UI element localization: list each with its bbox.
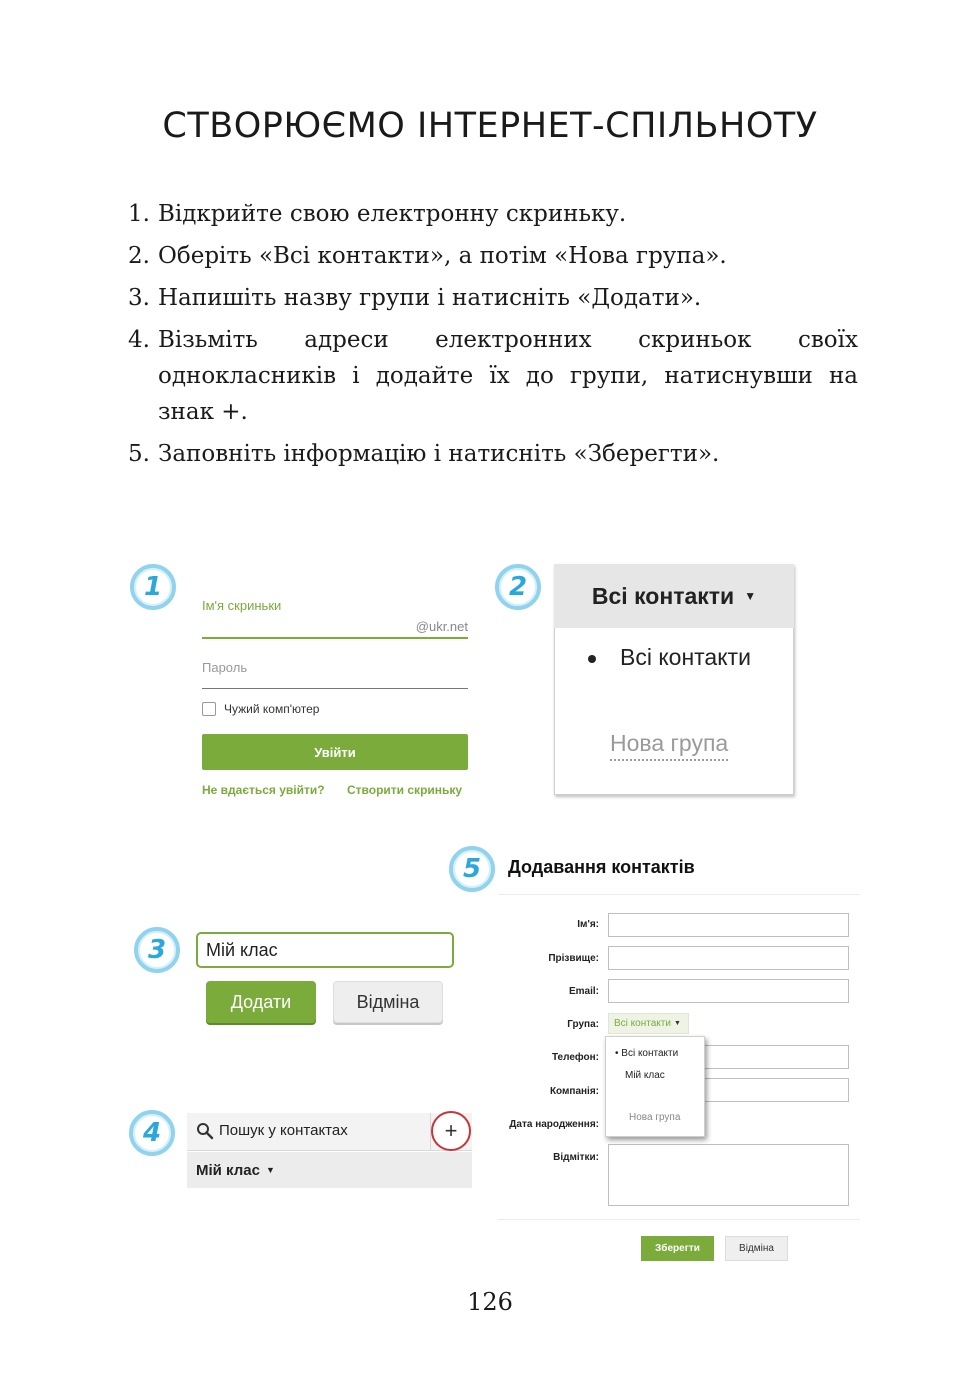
- group-option-new-group[interactable]: Нова група: [629, 1112, 681, 1123]
- cancel-button[interactable]: Відміна: [333, 981, 443, 1023]
- steps-list: [128, 196, 858, 478]
- phone-label: Телефон:: [551, 1052, 599, 1063]
- step-4: 4. Візьміть адреси електронних скриньок своїх однокласників і додайте їх до групи, натиснувши на знак +.: [128, 327, 858, 425]
- contacts-header-label: Всі контакти: [591, 582, 735, 609]
- search-input[interactable]: Пошук у контактах: [219, 1122, 348, 1139]
- page-title: СТВОРЮЄМО ІНТЕРНЕТ-СПІЛЬНОТУ: [162, 106, 818, 146]
- group-label: Група:: [567, 1019, 599, 1030]
- group-selector-label: Мій клас: [196, 1161, 260, 1179]
- notes-label: Відмітки:: [553, 1152, 599, 1163]
- company-label: Компанія:: [549, 1086, 599, 1097]
- step-5: 5. Заповніть інформацію і натисніть «Зберегти».: [128, 441, 720, 467]
- group-select-value: Всі контакти: [614, 1018, 671, 1029]
- password-input[interactable]: Пароль: [202, 660, 248, 675]
- group-option-all[interactable]: • Всі контакти: [615, 1048, 679, 1059]
- foreign-computer-checkbox[interactable]: [202, 702, 216, 716]
- step-2: 2. Оберіть «Всі контакти», а потім «Нова група».: [128, 243, 727, 269]
- bullet-icon: [588, 655, 596, 663]
- mailbox-input[interactable]: [202, 637, 468, 639]
- cant-login-link[interactable]: Не вдається увійти?: [202, 783, 325, 797]
- last-name-field[interactable]: [608, 946, 849, 970]
- step-badge-2: 2: [495, 564, 541, 610]
- group-name-input[interactable]: Мій клас: [196, 932, 454, 968]
- step-badge-3: 3: [134, 927, 180, 973]
- add-button[interactable]: Додати: [206, 981, 316, 1023]
- step-badge-1: 1: [130, 564, 176, 610]
- menu-item-all-contacts[interactable]: Всі контакти: [588, 644, 751, 671]
- menu-item-new-group[interactable]: Нова група: [610, 730, 728, 761]
- search-icon: [196, 1122, 214, 1140]
- group-select[interactable]: [608, 1013, 689, 1034]
- caret-down-icon: ▼: [265, 1165, 275, 1175]
- notes-field[interactable]: [608, 1144, 849, 1206]
- first-name-label: Ім'я:: [577, 919, 599, 930]
- group-option-my-class[interactable]: Мій клас: [625, 1070, 665, 1081]
- caret-down-icon: ▼: [744, 589, 757, 603]
- birthday-label: Дата народження:: [509, 1119, 599, 1130]
- add-contact-plus-button[interactable]: +: [431, 1111, 471, 1151]
- create-mailbox-link[interactable]: Створити скриньку: [347, 783, 463, 797]
- form-divider-bottom: [498, 1219, 860, 1220]
- email-label: Email:: [568, 986, 599, 997]
- form-divider-top: [498, 894, 860, 895]
- page-number: 126: [467, 1288, 513, 1316]
- login-button[interactable]: Увійти: [202, 734, 468, 770]
- step-badge-5: 5: [449, 846, 495, 892]
- group-selector[interactable]: [187, 1152, 472, 1188]
- step-badge-4: 4: [129, 1110, 175, 1156]
- add-contacts-title: Додавання контактів: [508, 857, 695, 877]
- last-name-label: Прізвище:: [548, 953, 599, 964]
- save-button[interactable]: Зберегти: [641, 1236, 714, 1261]
- mailbox-label: Ім'я скриньки: [202, 598, 282, 613]
- first-name-field[interactable]: [608, 913, 849, 937]
- contacts-dropdown-header[interactable]: [554, 564, 794, 628]
- step-3: 3. Напишіть назву групи і натисніть «Додати».: [128, 285, 702, 311]
- form-cancel-button[interactable]: Відміна: [725, 1236, 788, 1261]
- foreign-computer-label: Чужий комп'ютер: [224, 702, 320, 716]
- caret-down-icon: ▼: [673, 1020, 681, 1027]
- mail-domain: @ukr.net: [415, 619, 468, 634]
- email-field[interactable]: [608, 979, 849, 1003]
- password-underline: [202, 688, 468, 689]
- step-1: 1. Відкрийте свою електронну скриньку.: [128, 201, 627, 227]
